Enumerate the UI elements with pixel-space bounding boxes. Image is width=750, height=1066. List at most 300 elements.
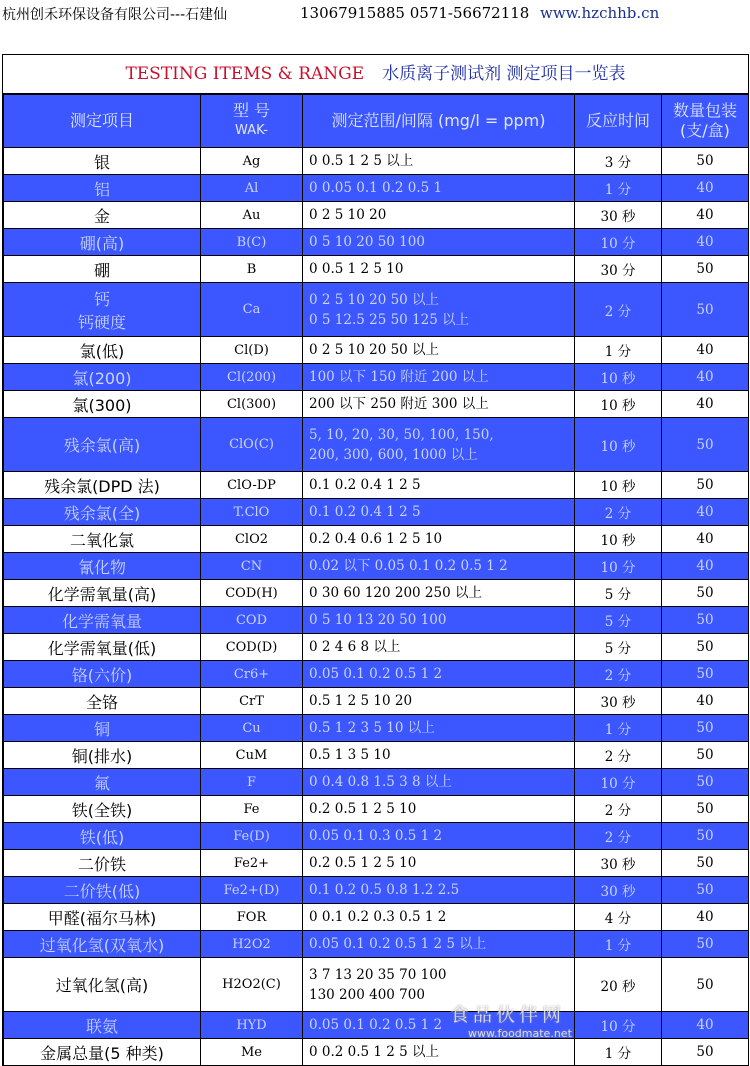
model-cell <box>201 877 303 904</box>
model-cell <box>201 256 303 283</box>
model-cell-text: Cr6+ <box>233 666 270 682</box>
item-name-cell <box>4 472 201 499</box>
range-cell-text: 0 2 5 10 20 50 以上 <box>309 342 440 358</box>
model-cell-text: Fe2+ <box>233 855 270 871</box>
reaction-time-cell-text: 30 秒 <box>600 884 636 900</box>
model-cell <box>201 823 303 850</box>
pack-quantity-cell-text: 40 <box>696 531 714 547</box>
reaction-time-cell-text: 30 秒 <box>600 209 636 225</box>
table-row <box>4 769 749 796</box>
pack-quantity-cell-text: 50 <box>696 639 714 655</box>
item-name-cell <box>4 337 201 364</box>
pack-quantity-cell <box>662 364 749 391</box>
reaction-time-cell-text: 1 分 <box>604 344 632 360</box>
item-name-cell-text: 残余氯(高) <box>63 436 141 455</box>
pack-quantity-cell <box>662 796 749 823</box>
reaction-time-cell <box>575 607 662 634</box>
model-cell-text: HYD <box>236 1017 267 1033</box>
item-name-cell-text: 全铬 <box>85 692 118 712</box>
model-cell <box>201 283 303 337</box>
pack-quantity-cell-text: 50 <box>696 436 714 453</box>
reaction-time-cell <box>575 283 662 337</box>
range-cell-text: 0 30 60 120 200 250 以上 <box>309 585 482 601</box>
model-cell <box>201 202 303 229</box>
model-cell-text: ClO-DP <box>227 477 276 493</box>
pack-quantity-cell <box>662 553 749 580</box>
pack-quantity-cell-text: 50 <box>696 801 714 817</box>
range-cell-text: 0 5 10 13 20 50 100 <box>309 612 447 628</box>
table-row <box>4 688 749 715</box>
pack-quantity-cell <box>662 688 749 715</box>
table-row <box>4 580 749 607</box>
reaction-time-cell <box>575 499 662 526</box>
range-cell <box>303 472 575 499</box>
pack-quantity-cell-text: 40 <box>696 558 714 574</box>
reaction-time-cell-text: 20 秒 <box>600 978 636 995</box>
reaction-time-cell <box>575 661 662 688</box>
range-cell <box>303 823 575 850</box>
model-cell-text: ClO(C) <box>229 437 274 452</box>
model-cell <box>201 607 303 634</box>
item-name-cell <box>4 823 201 850</box>
pack-quantity-cell-text: 50 <box>696 936 714 952</box>
pack-quantity-cell <box>662 391 749 418</box>
title-english: TESTING ITEMS & RANGE <box>125 64 365 84</box>
item-name-cell <box>4 364 201 391</box>
model-cell-text: Cl(D) <box>234 342 269 358</box>
range-cell <box>303 688 575 715</box>
pack-quantity-cell-text: 50 <box>696 261 714 277</box>
reaction-time-cell-text: 10 秒 <box>600 371 636 387</box>
model-cell-text: Me <box>240 1044 262 1060</box>
range-cell <box>303 229 575 256</box>
range-cell <box>303 877 575 904</box>
range-cell <box>303 391 575 418</box>
item-name-cell-text: 化学需氧量 <box>61 611 142 631</box>
reaction-time-cell <box>575 472 662 499</box>
model-cell <box>201 391 303 418</box>
page-header <box>0 0 750 30</box>
col-header-model-sub: WAK- <box>235 123 268 138</box>
model-cell-text: CuM <box>235 747 268 763</box>
item-name-cell <box>4 661 201 688</box>
pack-quantity-cell <box>662 1039 749 1066</box>
range-cell-text: 0.2 0.5 1 2 5 10 <box>309 855 417 871</box>
reaction-time-cell-text: 4 分 <box>604 911 632 927</box>
pack-quantity-cell <box>662 499 749 526</box>
reaction-time-cell <box>575 877 662 904</box>
pack-quantity-cell <box>662 931 749 958</box>
model-cell <box>201 634 303 661</box>
reaction-time-cell-text: 2 分 <box>604 749 632 765</box>
table-header-row <box>4 95 749 148</box>
model-cell <box>201 742 303 769</box>
item-name-cell-text: 二价铁 <box>77 854 126 874</box>
pack-quantity-cell <box>662 202 749 229</box>
watermark <box>450 1000 620 1040</box>
col-header-time: 反应时间 <box>575 95 662 148</box>
reaction-time-cell-text: 2 分 <box>604 803 632 819</box>
range-cell-text: 0.02 以下 0.05 0.1 0.2 0.5 1 2 <box>309 558 508 574</box>
table-row <box>4 175 749 202</box>
pack-quantity-cell <box>662 769 749 796</box>
range-cell-text: 0 0.1 0.2 0.3 0.5 1 2 <box>309 909 447 925</box>
reaction-time-cell-text: 1 分 <box>604 722 632 738</box>
pack-quantity-cell-text: 40 <box>696 504 714 520</box>
range-cell-text: 0.05 0.1 0.2 0.5 1 2 5 以上 <box>309 936 487 952</box>
pack-quantity-cell-text: 40 <box>696 909 714 925</box>
range-cell-text: 0 0.5 1 2 5 以上 <box>309 153 414 169</box>
item-name-cell <box>4 553 201 580</box>
table-row <box>4 796 749 823</box>
table-row <box>4 526 749 553</box>
reaction-time-cell-text: 2 分 <box>604 506 632 522</box>
table-row <box>4 850 749 877</box>
model-cell <box>201 769 303 796</box>
pack-quantity-cell-text: 40 <box>696 207 714 223</box>
item-name-cell-text: 联氨 <box>85 1016 118 1036</box>
col-header-item: 测定项目 <box>4 95 201 148</box>
item-name-cell-text: 氰化物 <box>77 557 126 577</box>
model-cell <box>201 175 303 202</box>
item-name-cell-text: 铬(六价) <box>71 665 133 685</box>
reaction-time-cell <box>575 742 662 769</box>
item-name-cell-text: 铁(低) <box>79 827 125 847</box>
reaction-time-cell-text: 3 分 <box>604 155 632 171</box>
pack-quantity-cell-text: 50 <box>696 747 714 763</box>
pack-quantity-cell <box>662 148 749 175</box>
item-name-cell-text: 化学需氧量(低) <box>47 638 157 658</box>
pack-quantity-cell <box>662 229 749 256</box>
pack-quantity-cell <box>662 607 749 634</box>
table-row <box>4 256 749 283</box>
model-cell-text: COD(H) <box>225 585 278 601</box>
reaction-time-cell <box>575 229 662 256</box>
reaction-time-cell <box>575 526 662 553</box>
range-cell <box>303 202 575 229</box>
pack-quantity-cell-text: 40 <box>696 234 714 250</box>
reaction-time-cell-text: 5 分 <box>604 587 632 603</box>
range-cell <box>303 364 575 391</box>
reaction-time-cell-text: 1 分 <box>604 182 632 198</box>
model-cell <box>201 553 303 580</box>
range-cell-text: 0 2 4 6 8 以上 <box>309 639 401 655</box>
pack-quantity-cell <box>662 823 749 850</box>
model-cell <box>201 580 303 607</box>
reaction-time-cell-text: 10 分 <box>600 1019 636 1035</box>
pack-quantity-cell <box>662 634 749 661</box>
item-name-cell-text: 残余氯(DPD 法) <box>44 476 160 496</box>
item-name-cell <box>4 904 201 931</box>
pack-quantity-cell-text: 40 <box>696 342 714 358</box>
model-cell <box>201 688 303 715</box>
reaction-time-cell-text: 2 分 <box>604 830 632 846</box>
pack-quantity-cell-text: 40 <box>696 180 714 196</box>
range-cell-text: 0 5 10 20 50 100 <box>309 234 425 250</box>
pack-quantity-cell <box>662 580 749 607</box>
item-name-cell-text: 铝 <box>93 179 110 199</box>
item-name-cell <box>4 391 201 418</box>
pack-quantity-cell-text: 40 <box>696 396 714 412</box>
pack-quantity-cell-text: 40 <box>696 693 714 709</box>
range-cell-text: 0.2 0.5 1 2 5 10 <box>309 801 417 817</box>
item-name-cell <box>4 931 201 958</box>
range-cell-text: 0.5 1 3 5 10 <box>309 747 391 763</box>
model-cell <box>201 1039 303 1066</box>
model-cell <box>201 364 303 391</box>
model-cell-text: B(C) <box>236 234 267 250</box>
range-cell <box>303 553 575 580</box>
table-row <box>4 958 749 1012</box>
reaction-time-cell <box>575 823 662 850</box>
reaction-time-cell-text: 10 分 <box>600 560 636 576</box>
col-header-range: 测定范围/间隔 (mg/l = ppm) <box>303 95 575 148</box>
table-row <box>4 418 749 472</box>
reaction-time-cell-text: 5 分 <box>604 614 632 630</box>
model-cell <box>201 661 303 688</box>
item-name-cell <box>4 229 201 256</box>
item-name-cell <box>4 850 201 877</box>
pack-quantity-cell <box>662 472 749 499</box>
item-name-cell-text: 铜(排水) <box>71 746 133 766</box>
table-row <box>4 715 749 742</box>
pack-quantity-cell-text: 50 <box>696 153 714 169</box>
item-name-cell <box>4 202 201 229</box>
pack-quantity-cell-text: 50 <box>696 774 714 790</box>
reaction-time-cell-text: 10 分 <box>600 776 636 792</box>
reaction-time-cell-text: 10 秒 <box>600 438 636 455</box>
range-cell-text: 100 以下 150 附近 200 以上 <box>309 369 489 385</box>
table-body <box>4 148 749 1066</box>
pack-quantity-cell <box>662 256 749 283</box>
range-cell <box>303 661 575 688</box>
range-cell-text: 0.05 0.1 0.2 0.5 1 2 <box>309 1017 443 1033</box>
range-cell-text: 3 7 13 20 35 70 100 <box>309 966 447 983</box>
reaction-time-cell-text: 2 分 <box>604 303 632 320</box>
range-cell <box>303 580 575 607</box>
range-cell <box>303 499 575 526</box>
model-cell-text: Cu <box>242 720 261 736</box>
range-cell <box>303 634 575 661</box>
reaction-time-cell-text: 10 秒 <box>600 398 636 414</box>
table-row <box>4 742 749 769</box>
pack-quantity-cell-text: 50 <box>696 585 714 601</box>
range-cell <box>303 769 575 796</box>
reaction-time-cell-text: 10 分 <box>600 236 636 252</box>
item-name-cell <box>4 769 201 796</box>
item-name-cell-text: 过氧化氢(双氧水) <box>39 935 165 955</box>
model-cell-text: Ca <box>242 302 261 317</box>
model-cell <box>201 472 303 499</box>
pack-quantity-cell-text: 50 <box>696 882 714 898</box>
item-name-cell-text: 氯(300) <box>72 395 132 415</box>
reaction-time-cell <box>575 202 662 229</box>
table-row <box>4 499 749 526</box>
sheet-title <box>3 55 748 94</box>
reaction-time-cell-text: 1 分 <box>604 938 632 954</box>
range-cell <box>303 175 575 202</box>
range-cell <box>303 931 575 958</box>
table-row <box>4 364 749 391</box>
item-name-cell-text: 钙 <box>93 289 110 309</box>
reaction-time-cell <box>575 148 662 175</box>
item-name-cell <box>4 688 201 715</box>
table-row <box>4 607 749 634</box>
item-name-cell <box>4 634 201 661</box>
model-cell-text: CN <box>240 558 263 574</box>
reaction-time-cell <box>575 1039 662 1066</box>
item-name-cell-text: 氯(低) <box>79 341 125 361</box>
reaction-time-cell <box>575 337 662 364</box>
reaction-time-cell <box>575 931 662 958</box>
reaction-time-cell-text: 1 分 <box>604 1046 632 1062</box>
item-name-cell <box>4 526 201 553</box>
range-cell <box>303 418 575 472</box>
table-row <box>4 553 749 580</box>
watermark-url: www.foodmate.net <box>468 1027 572 1040</box>
range-cell <box>303 256 575 283</box>
item-name-cell-text: 甲醛(福尔马林) <box>47 908 157 928</box>
item-name-cell-text: 化学需氧量(高) <box>47 584 157 604</box>
item-name-cell <box>4 148 201 175</box>
model-cell <box>201 796 303 823</box>
item-name-cell <box>4 1039 201 1066</box>
reaction-time-cell <box>575 364 662 391</box>
pack-quantity-cell-text: 50 <box>696 612 714 628</box>
item-name-cell <box>4 580 201 607</box>
range-cell-text: 0 0.5 1 2 5 10 <box>309 261 404 277</box>
range-cell-line2: 0 5 12.5 25 50 125 以上 <box>309 311 470 328</box>
reaction-time-cell-text: 10 秒 <box>600 533 636 549</box>
pack-quantity-cell <box>662 175 749 202</box>
items-table <box>3 94 749 1066</box>
reaction-time-cell <box>575 391 662 418</box>
range-cell-text: 200 以下 250 附近 300 以上 <box>309 396 489 412</box>
range-cell-line2: 200, 300, 600, 1000 以上 <box>309 446 478 463</box>
range-cell-text: 0.1 0.2 0.4 1 2 5 <box>309 477 421 493</box>
watermark-title: 食品伙伴网 <box>450 1004 566 1026</box>
reaction-time-cell <box>575 796 662 823</box>
range-cell <box>303 607 575 634</box>
pack-quantity-cell-text: 50 <box>696 976 714 993</box>
model-cell <box>201 418 303 472</box>
model-cell <box>201 850 303 877</box>
model-cell-text: Au <box>242 207 261 223</box>
range-cell-text: 0 0.2 0.5 1 2 5 以上 <box>309 1044 440 1060</box>
pack-quantity-cell <box>662 337 749 364</box>
table-row <box>4 1012 749 1039</box>
item-name-cell-text: 铁(全铁) <box>71 800 133 820</box>
item-name-cell <box>4 742 201 769</box>
reaction-time-cell <box>575 715 662 742</box>
model-cell <box>201 715 303 742</box>
table-row <box>4 661 749 688</box>
table-row <box>4 472 749 499</box>
model-cell-text: Cl(300) <box>226 396 277 412</box>
item-name-cell-text: 金属总量(5 种类) <box>40 1043 164 1063</box>
reaction-time-cell-text: 5 分 <box>604 641 632 657</box>
company-name: 杭州创禾环保设备有限公司---石建仙 <box>2 7 228 23</box>
item-name-cell-text: 氟 <box>93 773 110 793</box>
table-row <box>4 823 749 850</box>
range-cell-text: 5, 10, 20, 30, 50, 100, 150, <box>309 426 494 443</box>
pack-quantity-cell <box>662 661 749 688</box>
table-row <box>4 202 749 229</box>
model-cell-text: Fe2+(D) <box>223 882 280 898</box>
model-cell-text: CrT <box>239 693 264 709</box>
model-cell-text: COD(D) <box>225 639 278 655</box>
col-header-pack <box>662 95 749 148</box>
range-cell <box>303 850 575 877</box>
item-name-cell <box>4 607 201 634</box>
range-cell-text: 0.2 0.4 0.6 1 2 5 10 <box>309 531 443 547</box>
reaction-time-cell <box>575 418 662 472</box>
reaction-time-cell-text: 2 分 <box>604 668 632 684</box>
range-cell-text: 0 2 5 10 20 50 以上 <box>309 291 440 308</box>
item-name-cell-text: 二价铁(低) <box>63 881 141 901</box>
model-cell <box>201 904 303 931</box>
item-name-cell <box>4 715 201 742</box>
model-cell <box>201 1012 303 1039</box>
table-row <box>4 877 749 904</box>
item-name-cell-text: 银 <box>93 152 110 172</box>
table-row <box>4 931 749 958</box>
pack-quantity-cell <box>662 1012 749 1039</box>
range-cell-text: 0 2 5 10 20 <box>309 207 387 223</box>
range-cell-text: 0.5 1 2 5 10 20 <box>309 693 413 709</box>
reaction-time-cell <box>575 256 662 283</box>
col-header-pack-sub: (支/盒) <box>680 121 730 140</box>
reaction-time-cell <box>575 688 662 715</box>
model-cell-text: H2O2(C) <box>222 977 281 992</box>
range-cell <box>303 148 575 175</box>
model-cell-text: Ag <box>242 153 261 169</box>
table-row <box>4 1039 749 1066</box>
model-cell <box>201 931 303 958</box>
pack-quantity-cell-text: 50 <box>696 1044 714 1060</box>
reaction-time-cell <box>575 634 662 661</box>
reaction-time-cell-text: 30 分 <box>600 263 636 279</box>
model-cell-text: H2O2 <box>232 936 271 952</box>
model-cell <box>201 499 303 526</box>
item-name-cell-text: 残余氯(全) <box>63 503 141 523</box>
pack-quantity-cell-text: 50 <box>696 666 714 682</box>
pack-quantity-cell <box>662 418 749 472</box>
reaction-time-cell <box>575 580 662 607</box>
table-row <box>4 391 749 418</box>
range-cell <box>303 742 575 769</box>
range-cell <box>303 283 575 337</box>
website-link[interactable]: www.hzchhb.cn <box>540 4 660 22</box>
table-row <box>4 229 749 256</box>
item-name-cell <box>4 175 201 202</box>
item-name-cell <box>4 1012 201 1039</box>
pack-quantity-cell-text: 50 <box>696 477 714 493</box>
range-cell <box>303 526 575 553</box>
reaction-time-cell <box>575 175 662 202</box>
item-name-cell-line2: 钙硬度 <box>77 312 126 332</box>
col-header-model-label: 型 号 <box>232 101 271 120</box>
col-header-model <box>201 95 303 148</box>
range-cell <box>303 715 575 742</box>
item-name-cell <box>4 256 201 283</box>
range-cell <box>303 337 575 364</box>
reaction-time-cell <box>575 850 662 877</box>
reaction-time-cell-text: 30 秒 <box>600 695 636 711</box>
model-cell <box>201 958 303 1012</box>
item-name-cell-text: 过氧化氢(高) <box>55 976 149 995</box>
pack-quantity-cell-text: 50 <box>696 301 714 318</box>
